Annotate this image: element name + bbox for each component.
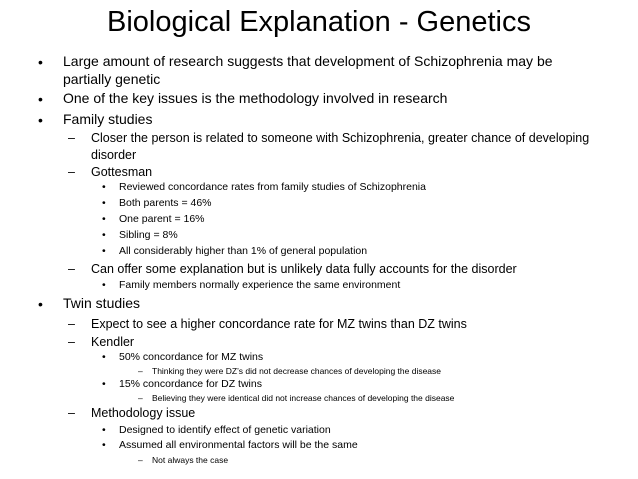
bullet-marker: • xyxy=(102,351,106,363)
bullet-text: Methodology issue xyxy=(91,406,196,420)
bullet-text: Closer the person is related to someone with Schizophrenia, greater chance of developing xyxy=(91,131,590,145)
dash-marker: – xyxy=(68,335,75,349)
bullet-marker: • xyxy=(102,378,106,390)
bullet-marker: • xyxy=(102,279,106,291)
bullet-text: partially genetic xyxy=(63,71,161,87)
dash-marker: – xyxy=(138,366,143,376)
dash-marker: – xyxy=(68,131,75,145)
bullet-text: Not always the case xyxy=(152,455,229,465)
dash-marker: – xyxy=(68,165,75,179)
bullet-text: Kendler xyxy=(91,335,135,349)
bullet-text: Thinking they were DZ’s did not decrease chances of developing the disease xyxy=(152,366,442,376)
bullet-marker: • xyxy=(102,229,106,241)
bullet-marker: • xyxy=(102,439,106,451)
dash-marker: – xyxy=(138,455,143,465)
bullet-marker: • xyxy=(102,181,106,193)
bullet-text: Family studies xyxy=(63,111,153,127)
bullet-text: Both parents = 46% xyxy=(119,197,212,209)
bullet-marker: • xyxy=(102,213,106,225)
bullet-marker: • xyxy=(102,245,106,257)
bullet-text: Twin studies xyxy=(63,295,141,311)
bullet-text: Assumed all environmental factors will be the same xyxy=(119,439,358,451)
bullet-text: Large amount of research suggests that development of Schizophrenia may be xyxy=(63,53,553,69)
bullet-text: One parent = 16% xyxy=(119,213,205,225)
bullet-text: Sibling = 8% xyxy=(119,229,178,241)
bullet-text: Family members normally experience the same environment xyxy=(119,279,401,291)
bullet-text: One of the key issues is the methodology involved in research xyxy=(63,90,448,106)
bullet-marker: • xyxy=(102,424,106,436)
bullet-marker: • xyxy=(102,197,106,209)
bullet-text: All considerably higher than 1% of general population xyxy=(119,245,368,257)
bullet-text: Believing they were identical did not increase chances of developing the disease xyxy=(152,393,455,403)
bullet-text: Reviewed concordance rates from family studies of Schizophrenia xyxy=(119,181,426,193)
bullet-text: Expect to see a higher concordance rate for MZ twins than DZ twins xyxy=(91,317,467,331)
dash-marker: – xyxy=(68,262,75,276)
bullet-text: Designed to identify effect of genetic variation xyxy=(119,424,331,436)
dash-marker: – xyxy=(68,317,75,331)
bullet-marker: • xyxy=(38,91,43,107)
bullet-marker: • xyxy=(38,296,43,312)
dash-marker: – xyxy=(138,393,143,403)
dash-marker: – xyxy=(68,406,75,420)
bullet-marker: • xyxy=(38,54,43,70)
bullet-text: 50% concordance for MZ twins xyxy=(119,351,264,363)
bullet-marker: • xyxy=(38,112,43,128)
bullet-text: 15% concordance for DZ twins xyxy=(119,378,262,390)
bullet-text: disorder xyxy=(91,148,137,162)
slide-title: Biological Explanation - Genetics xyxy=(107,6,531,38)
bullet-text: Gottesman xyxy=(91,165,153,179)
bullet-text: Can offer some explanation but is unlikely data fully accounts for the disorder xyxy=(91,262,517,276)
